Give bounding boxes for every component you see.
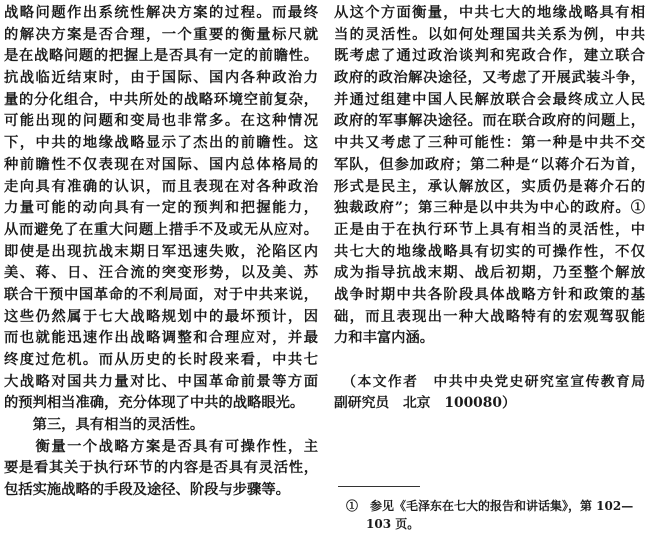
text-line: 军队，但参加政府；第二种是“以蒋介石为首， <box>334 156 645 173</box>
text-line: 这些仍然属于七大战略规划中的最坏预计，因 <box>4 308 318 325</box>
text-line: 联合干预中国革命的不利局面，对于中共来说， <box>4 286 318 303</box>
text-line: 政府的军事解决途径。而在联合政府的问题上， <box>334 113 645 130</box>
text-line: 从而避免了在重大问题上措手不及或无从应对。 <box>4 221 318 238</box>
text-line: 成为指导抗战末期、战后初期，乃至整个解放 <box>334 265 645 282</box>
text-line: 包括实施战略的手段及途径、阶段与步骤等。 <box>4 482 290 499</box>
text-line: 战略问题作出系统性解决方案的过程。而最终 <box>4 5 318 21</box>
text-line: 力量可能的动向具有一定的预判和把握能力， <box>4 200 318 217</box>
text-line: 力和丰富内涵。 <box>334 330 435 347</box>
spacer <box>334 350 645 372</box>
text-line: 抗战临近结束时，由于国际、国内各种政治力 <box>4 70 318 87</box>
text-line: 础，而且表现出一种大战略特有的宏观驾驭能 <box>334 308 645 325</box>
text-line: 下，中共的地缘战略显示了杰出的前瞻性。这 <box>4 135 318 152</box>
text-line: 政府的政治解决途径，又考虑了开展武装斗争， <box>334 70 645 87</box>
text-line: 可能出现的问题和变局也非常多。在这种情况 <box>4 113 318 130</box>
text-line: 独裁政府”；第三种是以中共为中心的政府。① <box>334 200 645 217</box>
right-column <box>334 3 645 415</box>
text-line: 是在战略问题的把握上是否具有一定的前瞻性。 <box>4 48 318 65</box>
author-info: （本文作者 中共中央党史研究室宣传教育局 <box>334 373 645 390</box>
text-line: 大战略对国共力量对比、中国革命前景等方面 <box>4 373 318 390</box>
text-line: 共七大的地缘战略具有切实的可操作性，不仅 <box>334 243 645 260</box>
text-line: 而也就能迅速作出战略调整和合理应对，并最 <box>4 330 318 347</box>
text-line: 衡量一个战略方案是否具有可操作性，主 <box>4 438 318 455</box>
text-line: 正是由于在执行环节上具有相当的灵活性，中 <box>334 221 645 238</box>
text-line: 形式是民主，承认解放区，实质仍是蒋介石的 <box>334 178 645 195</box>
text-line: 中共又考虑了三种可能性：第一种是中共不交 <box>334 135 645 152</box>
footnote-divider <box>338 486 420 487</box>
section-heading: 第三，具有相当的灵活性。 <box>4 417 205 434</box>
text-line: 当的灵活性。以如何处理国共关系为例，中共 <box>334 26 645 43</box>
text-line: 量的分化组合，中共所处的战略环境空前复杂， <box>4 91 318 108</box>
text-line: 既考虑了通过政治谈判和宪政合作，建立联合 <box>334 48 645 65</box>
text-line: 从这个方面衡量，中共七大的地缘战略具有相 <box>334 5 645 21</box>
text-line: 即使是出现抗战末期日军迅速失败，沦陷区内 <box>4 243 318 260</box>
footnote: ① 参见《毛泽东在七大的报告和讲话集》，第 102— <box>346 499 634 513</box>
author-info: 副研究员 北京 100080） <box>334 395 516 412</box>
text-line: 终度过危机。而从历史的长时段来看，中共七 <box>4 352 318 368</box>
text-line: 走向具有准确的认识，而且表现在对各种政治 <box>4 178 318 195</box>
text-line: 并通过组建中国人民解放联合会最终成立人民 <box>334 91 645 108</box>
text-line: 美、蒋、日、汪合流的突变形势，以及美、苏 <box>4 265 318 282</box>
footnote-continuation: 103 页。 <box>366 517 420 531</box>
text-line: 战争时期中共各阶段具体战略方针和政策的基 <box>334 286 645 303</box>
text-line: 的预判相当准确，充分体现了中共的战略眼光。 <box>4 395 305 412</box>
text-line: 要是看其关于执行环节的内容是否具有灵活性， <box>4 460 318 477</box>
left-column <box>4 3 318 502</box>
text-line: 种前瞻性不仅表现在对国际、国内总体格局的 <box>4 156 318 173</box>
text-line: 的解决方案是否合理，一个重要的衡量标尺就 <box>4 26 318 43</box>
